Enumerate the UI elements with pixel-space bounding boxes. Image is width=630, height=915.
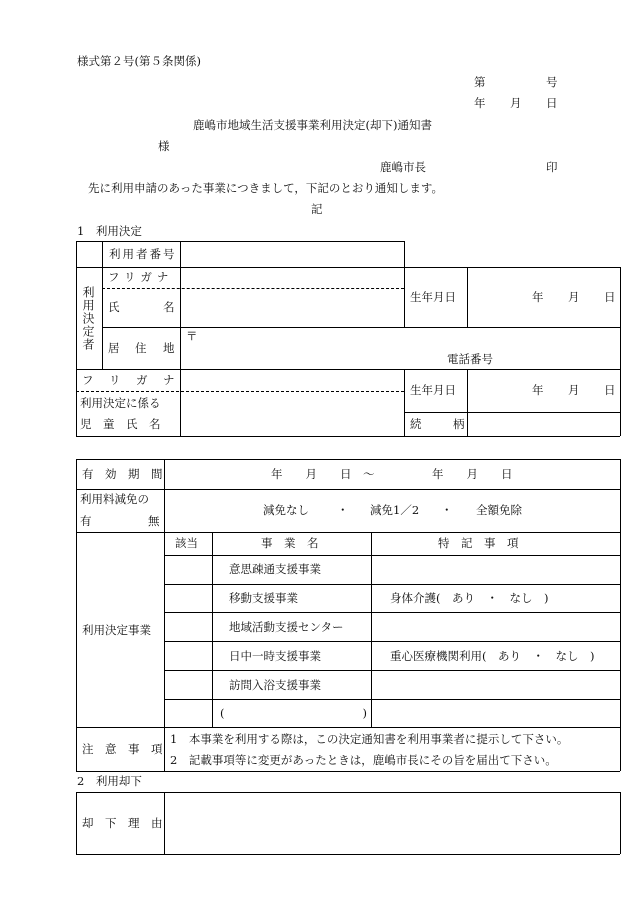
postal-mark: 〒 [186,329,198,343]
dob-label: 生年月日 [410,290,456,304]
form-number: 様式第２号(第５条関係) [77,54,201,68]
service-name: 移動支援事業 [229,591,298,605]
period-label: 有 効 期 間 [82,467,163,481]
date-year: 年 [474,96,486,110]
doc-number-suffix: 号 [546,75,558,89]
furigana-label: フリガナ [108,270,174,284]
child-furigana-label: フ リ ガ ナ [82,373,177,387]
period-value: 年 月 日 ～ 年 月 日 [271,467,513,481]
fee-label-line2b: 無 [148,514,160,528]
intro-text: 先に利用申請のあった事業につきまして，下記のとおり通知します。 [88,181,444,195]
fee-option-separator: ・ [441,503,453,517]
dob-year: 年 [532,290,544,304]
child-label-line1: 利用決定に係る [80,396,161,410]
service-note: 身体介護( あり ・ なし ) [390,591,549,605]
ki-mark: 記 [311,202,323,216]
fee-label-line1: 利用料減免の [80,492,149,506]
service-name: 訪問入浴支援事業 [229,678,321,692]
fee-option-half: 減免1／2 [370,503,420,517]
name-label-second: 名 [163,300,175,314]
caution-item: 1 本事業を利用する際は，この決定通知書を利用事業者に提示して下さい。 [170,732,569,746]
service-name-other: ( ) [220,706,367,720]
caution-item: 2 記載事項等に変更があったときは，鹿嶋市長にその旨を届出て下さい。 [170,753,557,767]
col-service: 事 業 名 [261,536,319,550]
issuer-name: 鹿嶋市長 [380,160,426,174]
child-dob-day: 日 [604,383,616,397]
dob-day: 日 [604,290,616,304]
rejection-reason-label: 却 下 理 由 [82,816,163,830]
name-label-first: 氏 [108,300,120,314]
addressee-suffix: 様 [158,139,170,153]
service-name: 地域活動支援センター [229,620,344,634]
section2-heading: 2 利用却下 [77,774,142,788]
relationship-label-2: 柄 [453,417,465,431]
fee-option-none: 減免なし [263,503,309,517]
col-applicable: 該当 [175,536,198,550]
address-label-3: 地 [163,341,175,355]
phone-label: 電話番号 [447,352,493,366]
services-label: 利用決定事業 [82,623,151,637]
fee-option-full: 全額免除 [476,503,522,517]
service-note: 重心医療機関利用( あり ・ なし ) [390,649,595,663]
child-dob-month: 月 [568,383,580,397]
user-number-label: 利用者番号 [109,247,177,261]
service-name: 意思疎通支援事業 [229,562,321,576]
fee-label-line2a: 有 [80,514,92,528]
section1-heading: 1 利用決定 [77,224,142,238]
document-title: 鹿嶋市地域生活支援事業利用決定(却下)通知書 [193,118,432,132]
fee-option-separator: ・ [337,503,349,517]
seal-mark: 印 [546,160,558,174]
date-day: 日 [546,96,558,110]
child-label-line2: 児 童 氏 名 [80,417,161,431]
dob-month: 月 [568,290,580,304]
service-name: 日中一時支援事業 [229,649,321,663]
address-label-2: 住 [135,341,147,355]
col-notes: 特 記 事 項 [438,536,519,550]
decided-person-label: 利用決定者 [81,286,95,351]
relationship-label-1: 続 [410,417,422,431]
child-dob-label: 生年月日 [410,383,456,397]
doc-number-prefix: 第 [474,75,486,89]
address-label-1: 居 [108,341,120,355]
child-dob-year: 年 [532,383,544,397]
cautions-label: 注 意 事 項 [82,742,163,756]
date-month: 月 [510,96,522,110]
